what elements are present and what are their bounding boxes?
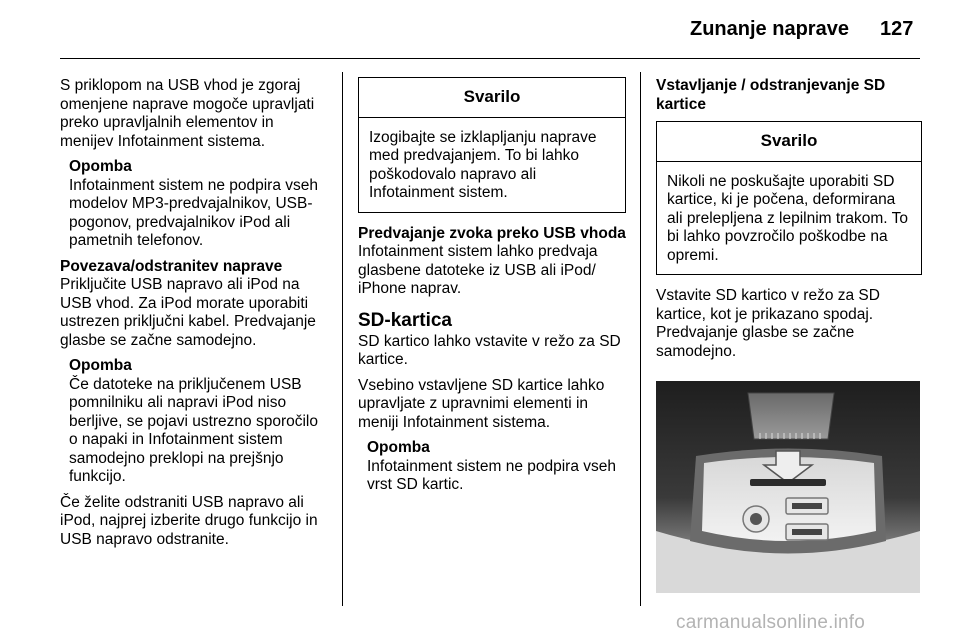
remove-device-paragraph: Če želite odstraniti USB napravo ali iPod, najprej izberite drugo funkcijo in USB napravo odstranite. (60, 493, 318, 548)
warning-box (656, 121, 922, 275)
column-3 (656, 77, 922, 599)
page-header-title: Zunanje naprave (690, 18, 849, 40)
subheading-insert-remove-sd: Vstavljanje / odstranjevanje SD kartice (656, 77, 886, 113)
warning-title: Svarilo (657, 122, 921, 162)
subheading-usb-playback: Predvajanje zvoka preko USB vhoda (358, 224, 626, 242)
page-number: 127 (880, 18, 914, 40)
warning-title: Svarilo (359, 78, 625, 118)
warning-text: Izogibajte se izklapljanju naprave med predvajanjem. To bi lahko poškodovalo napravo ali Infotainment sistem. (369, 128, 597, 201)
column-divider (640, 72, 641, 606)
note-text: Infotainment sistem ne podpira vseh modelov MP3-predvajalnikov, USB-pogonov, predvajalnikov iPod ali pametnih telefonov. (69, 176, 318, 249)
column-1 (60, 77, 328, 556)
note-text: Infotainment sistem ne podpira vseh vrst SD kartic. (367, 457, 616, 493)
section-title-sd-card: SD-kartica (358, 309, 452, 331)
note-block (358, 439, 626, 495)
connect-device-paragraph: Priključite USB napravo ali iPod na USB vhod. Za iPod morate uporabiti ustrezen priključni kabel. Predvajanje glasbe se začne samodejno. (60, 276, 316, 349)
usb-intro-paragraph: S priklopom na USB vhod je zgoraj omenjene naprave mogoče upravljati preko upravljalnih elementov in menijev Infotainment sistema. (60, 77, 315, 150)
note-title: Opomba (69, 357, 132, 374)
sd-card-paragraph: SD kartico lahko vstavite v režo za SD kartice. (358, 332, 621, 368)
sd-slot-illustration (656, 381, 920, 593)
warning-box (358, 77, 626, 213)
note-title: Opomba (367, 439, 430, 456)
note-title: Opomba (69, 158, 132, 175)
note-block (60, 158, 328, 251)
subheading-connect-device: Povezava/odstranitev naprave (60, 257, 283, 275)
note-text: Če datoteke na priključenem USB pomnilniku ali napravi iPod niso berljive, se pojavi ustrezno sporočilo o napaki in Infotainment sistem samodejno preklopi na prejšnjo funkcijo. (69, 375, 318, 485)
usb-playback-paragraph: Infotainment sistem lahko predvaja glasbene datoteke iz USB ali iPod/ iPhone naprav. (358, 243, 598, 297)
column-2 (358, 77, 626, 502)
column-divider (342, 72, 343, 606)
sd-card-control-paragraph: Vsebino vstavljene SD kartice lahko upravljate z upravnimi elementi in meniji Infotainment sistema. (358, 376, 605, 431)
header-rule (60, 58, 920, 59)
watermark: carmanualsonline.info (676, 612, 866, 633)
insert-sd-paragraph: Vstavite SD kartico v režo za SD kartice, kot je prikazano spodaj. Predvajanje glasbe se začne samodejno. (656, 287, 880, 360)
warning-text: Nikoli ne poskušajte uporabiti SD kartice, ki je počena, deformirana ali prelepljena z lepilnim trakom. To bi lahko povzročilo poškodbe na opremi. (667, 172, 908, 264)
note-block (60, 357, 328, 487)
